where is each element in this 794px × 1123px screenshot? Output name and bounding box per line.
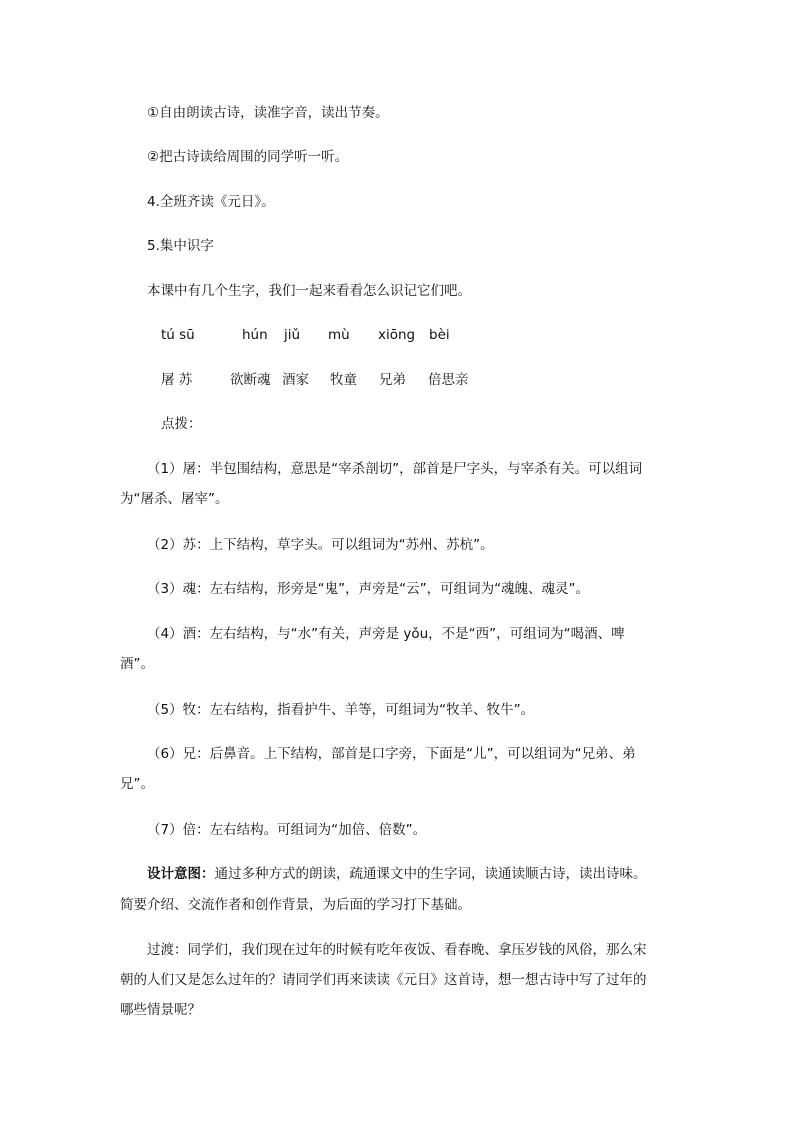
item-2: （2）苏：上下结构，草字头。可以组词为“苏州、苏杭”。 bbox=[147, 537, 494, 553]
tip-label: 点拨： bbox=[161, 416, 202, 432]
vocab-intro: 本课中有几个生字，我们一起来看看怎么识记它们吧。 bbox=[147, 283, 471, 299]
transition-line1: 过渡：同学们，我们现在过年的时候有吃年夜饭、看春晚、拿压岁钱的风俗，那么宋 bbox=[147, 942, 647, 958]
item-6-line2: 兄”。 bbox=[120, 776, 154, 792]
pinyin-mu: mù bbox=[328, 327, 350, 343]
design-intent-line2: 简要介绍、交流作者和创作背景，为后面的学习打下基础。 bbox=[120, 897, 471, 913]
word-beisiqin: 倍思亲 bbox=[428, 372, 469, 388]
word-jiujia: 酒家 bbox=[282, 372, 309, 388]
read-instruction-2: ②把古诗读给周围的同学听一听。 bbox=[147, 149, 349, 165]
item-4-line1: （4）酒：左右结构，与“水”有关，声旁是 yǒu，不是“西”，可组词为“喝酒、啤 bbox=[147, 626, 625, 642]
design-intent-line1 bbox=[147, 864, 647, 884]
design-intent-text: 通过多种方式的朗读，疏通课文中的生字词，读通读顺古诗，读出诗味。 bbox=[214, 866, 647, 882]
item-4-line2: 酒”。 bbox=[120, 656, 154, 672]
word-xiongdi: 兄弟 bbox=[379, 372, 406, 388]
item-1-line1: （1）屠：半包围结构，意思是“宰杀剖切”，部首是尸字头，与宰杀有关。可以组词 bbox=[147, 461, 643, 477]
pinyin-bei: bèi bbox=[429, 327, 450, 343]
word-yuduanhun: 欲断魂 bbox=[230, 372, 271, 388]
transition-line2: 朝的人们又是怎么过年的？请同学们再来读读《元日》这首诗，想一想古诗中写了过年的 bbox=[120, 972, 647, 988]
item-5: （5）牧：左右结构，指看护牛、羊等，可组词为“牧羊、牧牛”。 bbox=[147, 702, 535, 718]
step-4-heading: 4.全班齐读《元日》。 bbox=[147, 194, 275, 210]
pinyin-jiu: jiǔ bbox=[284, 327, 301, 343]
item-1-line2: 为“屠杀、屠宰”。 bbox=[120, 491, 229, 507]
pinyin-tusu: tú sū bbox=[161, 327, 195, 343]
item-7: （7）倍：左右结构。可组词为“加倍、倍数”。 bbox=[147, 822, 427, 838]
design-intent-label: 设计意图： bbox=[147, 866, 215, 882]
step-5-heading: 5.集中识字 bbox=[147, 238, 214, 254]
word-mutong: 牧童 bbox=[330, 372, 357, 388]
transition-line3: 哪些情景呢？ bbox=[120, 1002, 201, 1018]
pinyin-hun: hún bbox=[242, 327, 268, 343]
item-6-line1: （6）兄：后鼻音。上下结构，部首是口字旁，下面是“儿”，可以组词为“兄弟、弟 bbox=[147, 746, 636, 762]
read-instruction-1: ①自由朗读古诗，读准字音，读出节奏。 bbox=[147, 105, 389, 121]
word-tusu: 屠 苏 bbox=[161, 372, 193, 388]
pinyin-xiong: xiōng bbox=[378, 327, 416, 343]
item-3: （3）魂：左右结构，形旁是“鬼”，声旁是“云”，可组词为“魂魄、魂灵”。 bbox=[147, 581, 590, 597]
